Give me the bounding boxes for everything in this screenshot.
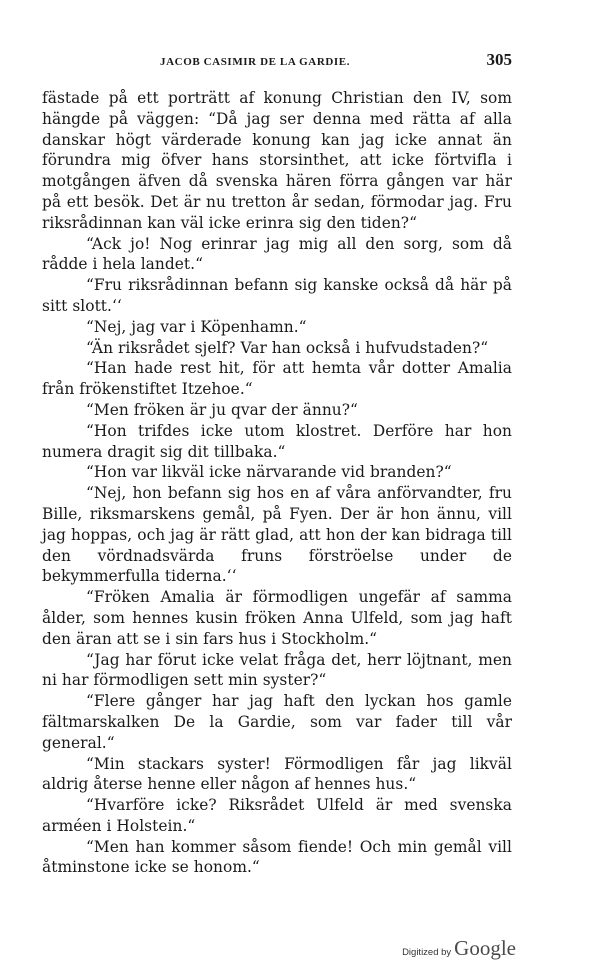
paragraph: “Nej, jag var i Köpenhamn.“	[86, 317, 307, 336]
page-number: 305	[486, 50, 512, 69]
digitized-by-label: Digitized by	[402, 947, 452, 958]
paragraph: “Jag har förut icke velat fråga det, herr löjtnant, men ni har förmodligen sett min syster?“	[42, 650, 512, 690]
paragraph: “Nej, hon befann sig hos en af våra anförvandter, fru Bille, riksmarskens gemål, på Fyen. Der är hon ännu, vill jag hoppas, och jag är rätt glad, att hon der kan bidraga till den vördnadsvärda fruns förströelse under de bekymmerfulla tiderna.‘‘	[42, 484, 512, 586]
page-header	[42, 50, 512, 74]
digitization-watermark	[402, 936, 516, 961]
paragraph: “Hon trifdes icke utom klostret. Derföre har hon numera dragit sig dit tillbaka.“	[42, 421, 512, 461]
paragraph: “Han hade rest hit, för att hemta vår dotter Amalia från frökenstiftet Itzehoe.“	[42, 359, 512, 399]
paragraph: “Men fröken är ju qvar der ännu?“	[86, 400, 358, 419]
paragraph: “Än riksrådet sjelf? Var han också i hufvudstaden?“	[86, 338, 489, 357]
body-text	[42, 88, 512, 878]
paragraph: “Fröken Amalia är förmodligen ungefär af samma ålder, som hennes kusin fröken Anna Ulfeld, som jag haft den äran att se i sin fars hus i Stockholm.“	[42, 588, 512, 648]
paragraph: “Men han kommer såsom fiende! Och min gemål vill åtminstone icke se honom.“	[42, 837, 512, 877]
running-title: JACOB CASIMIR DE LA GARDIE.	[160, 56, 351, 68]
google-logo: Google	[454, 936, 516, 960]
paragraph: “Min stackars syster! Förmodligen får jag likväl aldrig återse henne eller någon af hennes hus.“	[42, 754, 512, 794]
paragraph: “Hvarföre icke? Riksrådet Ulfeld är med svenska arméen i Holstein.“	[42, 796, 512, 835]
paragraph: “Hon var likväl icke närvarande vid branden?“	[86, 463, 452, 482]
paragraph: “Fru riksrådinnan befann sig kanske också då här på sitt slott.‘‘	[42, 276, 512, 315]
paragraph: fästade på ett porträtt af konung Christian den IV, som hängde på väggen: “Då jag ser denna med rätta af alla danskar högt värderade konung kan jag icke annat än förundra mig öfver hans storsinthet, att icke förtvifla i motgången äfven då svenska hären förra gången var här på ett besök. Det är nu tretton år sedan, förmodar jag. Fru riksrådinnan kan väl icke erinra sig den tiden?“	[42, 89, 512, 232]
paragraph: “Flere gånger har jag haft den lyckan hos gamle fältmarskalken De la Gardie, som var fader till vår general.“	[42, 692, 512, 752]
paragraph: “Ack jo! Nog erinrar jag mig all den sorg, som då rådde i hela landet.“	[42, 234, 512, 274]
